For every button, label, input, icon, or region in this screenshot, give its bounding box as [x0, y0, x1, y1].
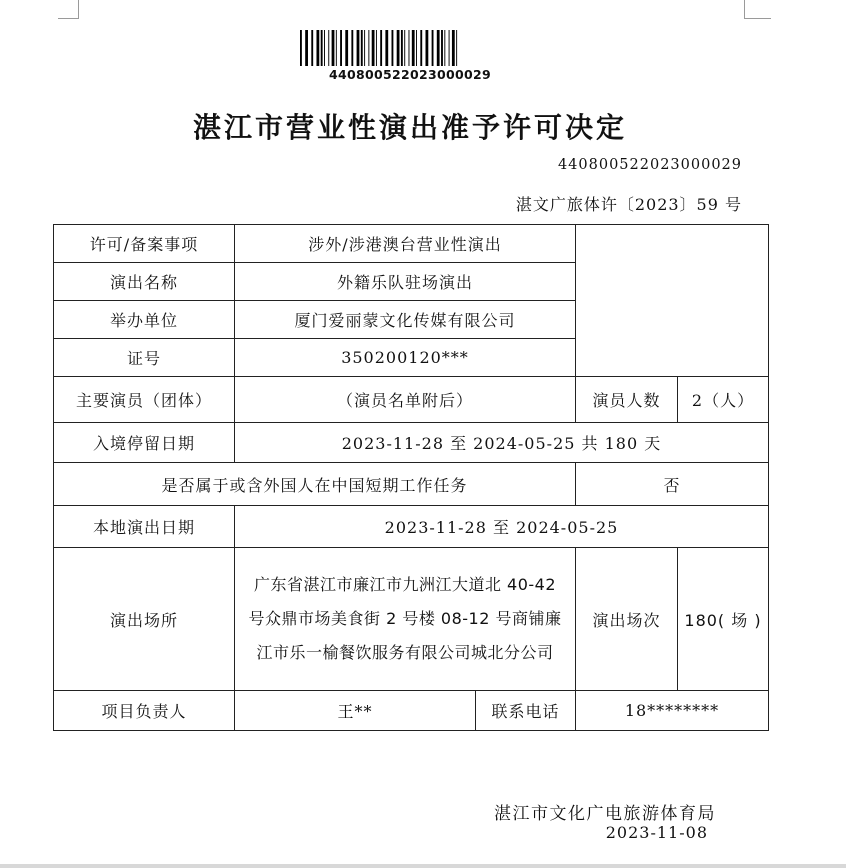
- document-number: 440800522023000029: [557, 157, 742, 173]
- license-item-value: 涉外/涉港澳台营业性演出: [235, 225, 576, 263]
- performers-label: 主要演员（团体）: [54, 377, 235, 423]
- barcode-bar: [328, 30, 329, 66]
- barcode-bar: [364, 30, 365, 66]
- barcode-bar: [340, 30, 342, 66]
- barcode-bar: [324, 30, 325, 66]
- performer-count-value: 2（人）: [678, 377, 769, 423]
- barcode-bar: [361, 30, 363, 66]
- phone-label: 联系电话: [476, 691, 576, 731]
- barcode-bar: [437, 30, 440, 66]
- local-dates-value: 2023-11-28 至 2024-05-25: [235, 506, 769, 548]
- barcode-bar: [409, 30, 410, 66]
- barcode-bar: [420, 30, 422, 66]
- license-item-label: 许可/备案事项: [54, 225, 235, 263]
- barcode-bar: [397, 30, 400, 66]
- barcode-bar: [357, 30, 360, 66]
- barcode-bar: [368, 30, 369, 66]
- manager-value: 王**: [235, 691, 476, 731]
- barcode-bar: [385, 30, 388, 66]
- barcode-bar: [376, 30, 377, 66]
- crop-mark-top-right: [744, 0, 771, 19]
- blank-cell: [576, 225, 769, 377]
- barcode-bar: [372, 30, 375, 66]
- barcode-bar: [456, 30, 457, 66]
- crop-mark-top-left: [58, 0, 79, 19]
- venue-value: 广东省湛江市廉江市九洲江大道北 40-42 号众鼎市场美食街 2 号楼 08-12 号商铺廉江市乐一榆餐饮服务有限公司城北分公司: [248, 575, 562, 662]
- performers-value: （演员名单附后）: [235, 377, 576, 423]
- venue-value-cell: [235, 548, 576, 691]
- barcode-bar: [345, 30, 348, 66]
- permit-table: [53, 224, 769, 731]
- table-row: [54, 691, 769, 731]
- document-title: 湛江市营业性演出准予许可决定: [192, 111, 627, 144]
- venue-label: 演出场所: [54, 548, 235, 691]
- local-dates-label: 本地演出日期: [54, 506, 235, 548]
- barcode-bar: [426, 30, 429, 66]
- organizer-label: 举办单位: [54, 301, 235, 339]
- barcode-bar: [332, 30, 335, 66]
- barcode-bar: [401, 30, 403, 66]
- organizer-value: 厦门爱丽蒙文化传媒有限公司: [235, 301, 576, 339]
- show-name-label: 演出名称: [54, 263, 235, 301]
- barcode-bar: [380, 30, 382, 66]
- table-row: [54, 377, 769, 423]
- barcode-bar: [449, 30, 450, 66]
- issue-date: 2023-11-08: [605, 823, 708, 842]
- certificate-value: 350200120***: [235, 339, 576, 377]
- barcode-bar: [336, 30, 337, 66]
- barcode-bar: [311, 30, 313, 66]
- barcode-number: 440800522023000029: [329, 67, 491, 82]
- table-row: [54, 463, 769, 506]
- table-row: [54, 225, 769, 263]
- sessions-value: 180( 场 ): [678, 548, 769, 691]
- barcode-bar: [392, 30, 394, 66]
- barcode-bar: [412, 30, 415, 66]
- barcode-bar: [316, 30, 319, 66]
- short-term-work-label: 是否属于或含外国人在中国短期工作任务: [54, 463, 576, 506]
- page-bottom-edge: [0, 864, 846, 868]
- sessions-label: 演出场次: [576, 548, 678, 691]
- barcode-bar: [305, 30, 308, 66]
- barcode-bar: [432, 30, 434, 66]
- barcode: [300, 30, 520, 66]
- table-row: [54, 548, 769, 691]
- stay-dates-value: 2023-11-28 至 2024-05-25 共 180 天: [235, 423, 769, 463]
- reference-number: 湛文广旅体许〔2023〕59 号: [515, 195, 742, 214]
- barcode-bar: [444, 30, 445, 66]
- barcode-bar: [404, 30, 405, 66]
- table-row: [54, 423, 769, 463]
- barcode-bar: [351, 30, 353, 66]
- performer-count-label: 演员人数: [576, 377, 678, 423]
- short-term-work-value: 否: [576, 463, 769, 506]
- manager-label: 项目负责人: [54, 691, 235, 731]
- barcode-bar: [321, 30, 323, 66]
- show-name-value: 外籍乐队驻场演出: [235, 263, 576, 301]
- barcode-bar: [441, 30, 443, 66]
- phone-value: 18********: [576, 691, 769, 731]
- table-row: [54, 506, 769, 548]
- certificate-label: 证号: [54, 339, 235, 377]
- barcode-bar: [300, 30, 302, 66]
- stay-dates-label: 入境停留日期: [54, 423, 235, 463]
- barcode-bar: [416, 30, 417, 66]
- barcode-bar: [452, 30, 455, 66]
- issuing-authority: 湛江市文化广电旅游体育局: [494, 804, 716, 824]
